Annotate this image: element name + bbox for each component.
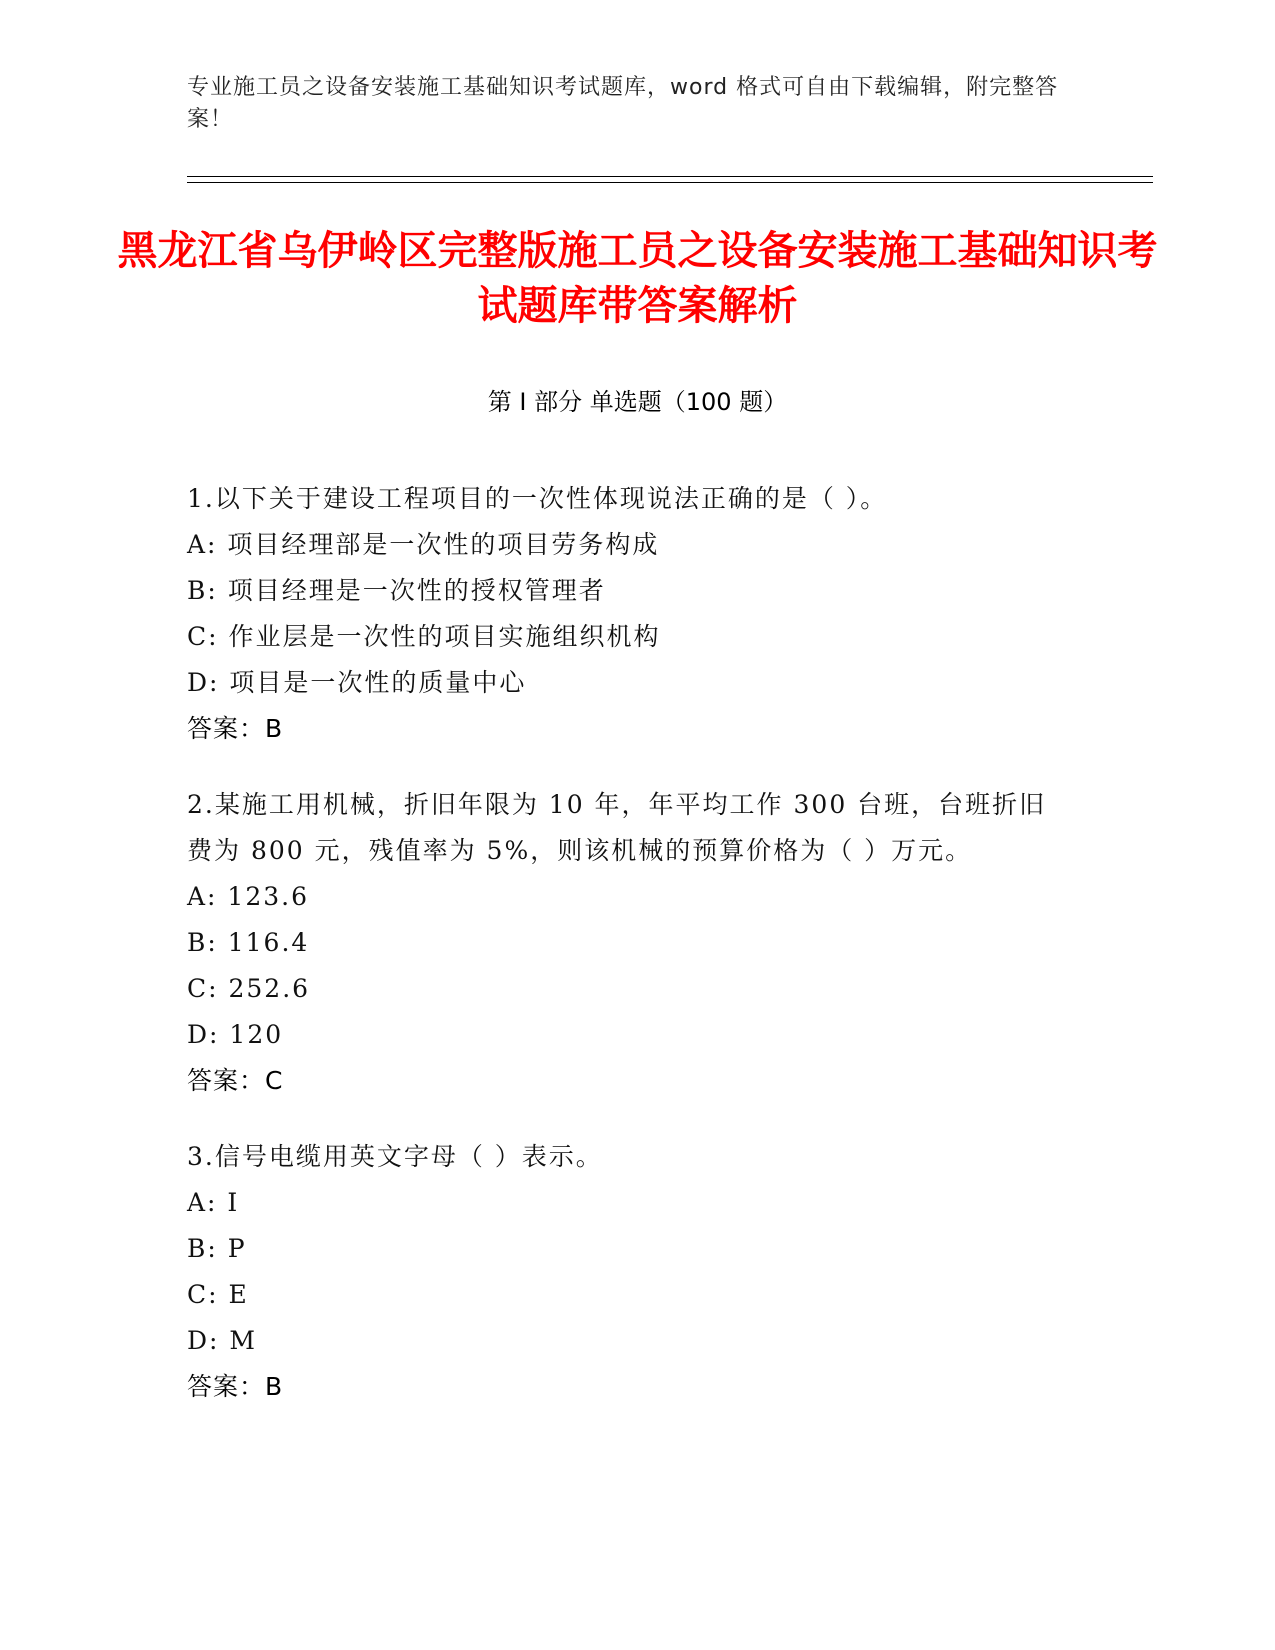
question-list — [187, 476, 1087, 1440]
option-d: D: 项目是一次性的质量中心 — [187, 668, 527, 697]
answer-label: 答案：B — [187, 1372, 284, 1401]
question-2 — [187, 782, 1087, 1104]
option-c: C: 252.6 — [187, 974, 311, 1003]
document-title: 黑龙江省乌伊岭区完整版施工员之设备安装施工基础知识考试题库带答案解析 — [117, 228, 1158, 329]
answer-label: 答案：B — [187, 714, 284, 743]
question-stem: 1.以下关于建设工程项目的一次性体现说法正确的是（ ）。 — [187, 484, 888, 513]
question-3 — [187, 1134, 1087, 1410]
question-stem: 3.信号电缆用英文字母（ ）表示。 — [187, 1142, 603, 1171]
question-1 — [187, 476, 1087, 752]
section-heading: 第 I 部分 单选题（100 题） — [487, 388, 788, 416]
option-b: B: P — [187, 1234, 247, 1263]
header-note: 专业施工员之设备安装施工基础知识考试题库，word 格式可自由下载编辑，附完整答案！ — [187, 75, 1059, 132]
question-stem: 2.某施工用机械，折旧年限为 10 年，年平均工作 300 台班，台班折旧费为 800 元，残值率为 5%，则该机械的预算价格为（ ）万元。 — [187, 790, 1047, 865]
option-d: D: M — [187, 1326, 258, 1355]
option-b: B: 项目经理是一次性的授权管理者 — [187, 576, 606, 605]
option-a: A: 项目经理部是一次性的项目劳务构成 — [187, 530, 660, 559]
option-b: B: 116.4 — [187, 928, 310, 957]
header-divider-top — [187, 176, 1153, 177]
header-divider-bottom — [187, 182, 1153, 183]
option-a: A: I — [187, 1188, 240, 1217]
option-c: C: E — [187, 1280, 249, 1309]
answer-label: 答案：C — [187, 1066, 284, 1095]
option-c: C: 作业层是一次性的项目实施组织机构 — [187, 622, 661, 651]
option-d: D: 120 — [187, 1020, 284, 1049]
option-a: A: 123.6 — [187, 882, 309, 911]
